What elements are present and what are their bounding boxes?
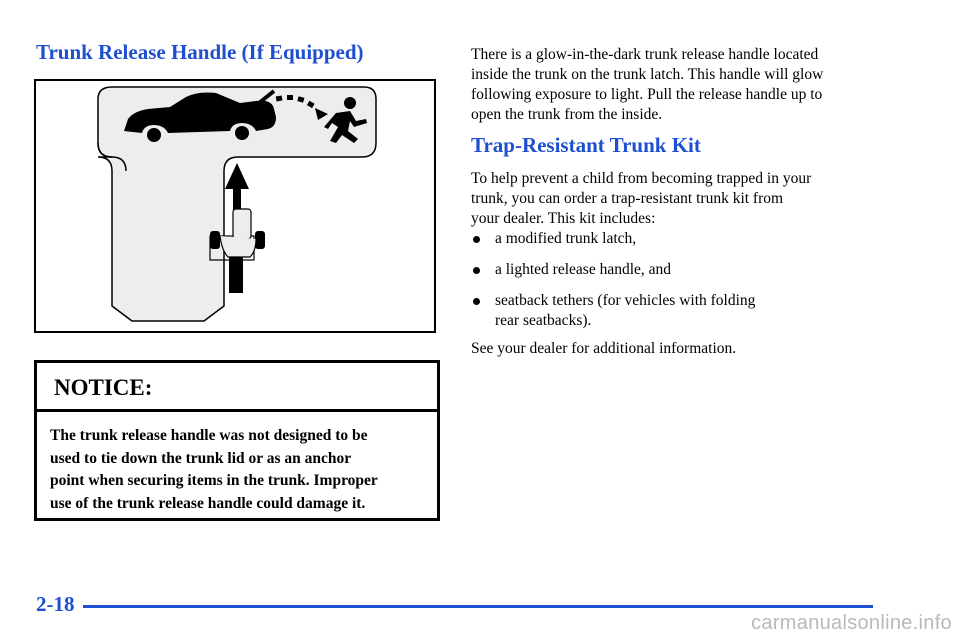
section-heading-trap-resistant-kit: Trap-Resistant Trunk Kit (471, 133, 701, 157)
bullet-text (495, 291, 875, 331)
trunk-release-illustration (34, 79, 436, 333)
kit-line: To help prevent a child from becoming trapped in your (471, 170, 812, 187)
notice-line: use of the trunk release handle could damage it. (50, 494, 366, 512)
closing-paragraph: See your dealer for additional information. (471, 340, 737, 357)
notice-title: NOTICE: (54, 375, 153, 400)
intro-line: inside the trunk on the trunk latch. This handle will glow (471, 66, 824, 83)
kit-line: trunk, you can order a trap-resistant trunk kit from (471, 190, 784, 207)
bullet-text: a modified trunk latch, (495, 230, 637, 247)
notice-body (50, 425, 430, 515)
kit-line: your dealer. This kit includes: (471, 210, 656, 227)
watermark: carmanualsonline.info (751, 612, 952, 634)
intro-line: There is a glow-in-the-dark trunk release handle located (471, 46, 819, 63)
trunk-handle-diagram (36, 81, 434, 331)
bullet-line: seatback tethers (for vehicles with folding (495, 292, 756, 309)
notice-line: The trunk release handle was not designed to be (50, 427, 368, 444)
bullet-icon (473, 236, 480, 243)
bullet-text: a lighted release handle, and (495, 261, 672, 278)
notice-line: point when securing items in the trunk. Improper (50, 472, 378, 489)
kit-paragraph (471, 169, 891, 229)
section-heading-trunk-release: Trunk Release Handle (If Equipped) (36, 40, 364, 64)
bullet-icon (473, 298, 480, 305)
page-number: 2-18 (36, 592, 75, 616)
intro-paragraph (471, 45, 891, 125)
notice-divider (37, 409, 437, 412)
bullet-icon (473, 267, 480, 274)
intro-line: open the trunk from the inside. (471, 106, 663, 123)
intro-line: following exposure to light. Pull the release handle up to (471, 86, 823, 103)
footer-rule (83, 605, 873, 608)
notice-line: used to tie down the trunk lid or as an anchor (50, 449, 352, 467)
bullet-line: rear seatbacks). (495, 312, 592, 329)
notice-box (34, 360, 440, 521)
